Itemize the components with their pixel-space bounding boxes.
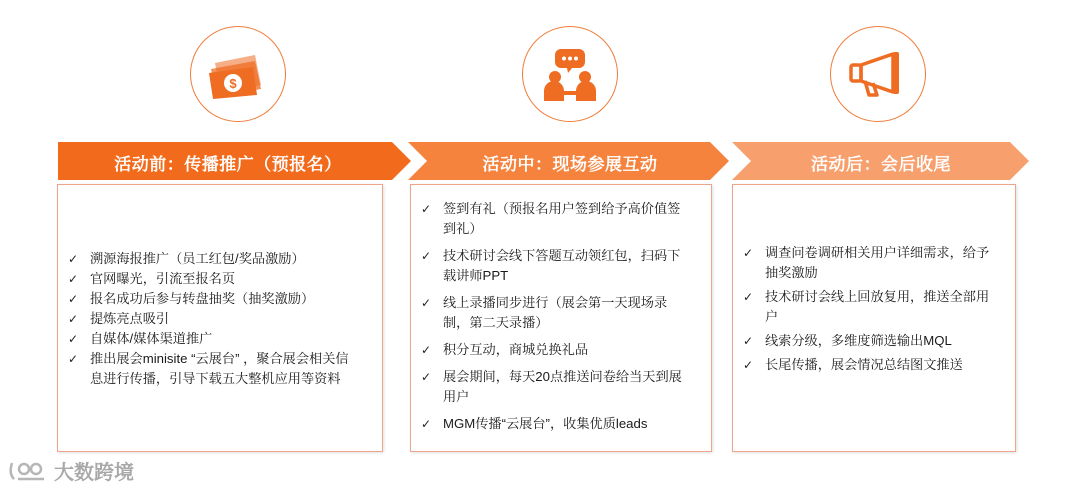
stage2-icon-circle	[522, 26, 618, 122]
check-icon: ✓	[421, 249, 432, 263]
list-item: ✓ 线索分级，多维度筛选输出MQL	[743, 331, 999, 351]
stage1-list	[58, 249, 382, 389]
money-icon	[207, 49, 269, 99]
check-icon: ✓	[743, 358, 754, 372]
check-icon: ✓	[68, 352, 79, 366]
list-item: ✓ 积分互动，商城兑换礼品	[421, 340, 691, 360]
list-item: ✓ 推出展会minisite “云展台” ，聚合展会相关信息进行传播，引导下载五大整机应用等资料	[68, 351, 349, 386]
list-item: ✓ 线上录播同步进行（展会第一天现场录制，第二天录播）	[421, 295, 668, 330]
check-icon: ✓	[421, 417, 432, 431]
check-icon: ✓	[421, 343, 432, 357]
check-icon: ✓	[743, 334, 754, 348]
list-item: ✓ 技术研讨会线下答题互动领红包，扫码下载讲师PPT	[421, 248, 681, 283]
check-icon: ✓	[68, 252, 79, 266]
check-icon: ✓	[68, 272, 79, 286]
list-item: ✓ MGM传播“云展台”，收集优质leads	[421, 414, 691, 434]
check-icon: ✓	[68, 292, 79, 306]
stage2-box	[410, 184, 712, 452]
check-icon: ✓	[743, 290, 754, 304]
list-item: ✓ 官网曝光，引流至报名页	[68, 269, 354, 289]
list-item: ✓ 报名成功后参与转盘抽奖（抽奖激励）	[68, 289, 354, 309]
stage1-icon-circle	[190, 26, 286, 122]
list-item: ✓ 调查问卷调研相关用户详细需求，给予抽奖激励	[743, 245, 990, 280]
list-item: ✓ 溯源海报推广（员工红包/奖品激励）	[68, 249, 354, 269]
stage1-box	[57, 184, 383, 452]
list-item: ✓ 长尾传播，展会情况总结图文推送	[743, 355, 999, 375]
check-icon: ✓	[743, 246, 754, 260]
stage3-icon-circle	[830, 26, 926, 122]
svg-text:$: $	[229, 76, 237, 91]
stage3-title-text: 活动后：会后收尾	[811, 154, 951, 174]
check-icon: ✓	[421, 202, 432, 216]
list-item: ✓ 展会期间，每天20点推送问卷给当天到展用户	[421, 369, 682, 404]
list-item: ✓ 自媒体/媒体渠道推广	[68, 329, 354, 349]
megaphone-icon	[849, 51, 907, 97]
stage2-title	[420, 142, 720, 180]
list-item: ✓ 签到有礼（预报名用户签到给予高价值签到礼）	[421, 201, 681, 236]
list-item: ✓ 提炼亮点吸引	[68, 309, 354, 329]
watermark-logo-icon	[8, 459, 48, 483]
watermark	[8, 456, 134, 485]
check-icon: ✓	[421, 296, 432, 310]
stage1-title	[58, 142, 398, 180]
stage2-title-text: 活动中：现场参展互动	[482, 154, 658, 174]
stage3-box	[732, 184, 1016, 452]
check-icon: ✓	[421, 370, 432, 384]
stage3-list	[733, 243, 1015, 379]
check-icon: ✓	[68, 312, 79, 326]
stage1-title-text: 活动前：传播推广（预报名）	[114, 154, 342, 174]
stage2-list	[411, 199, 711, 441]
stage3-title	[745, 142, 1017, 180]
check-icon: ✓	[68, 332, 79, 346]
list-item: ✓ 技术研讨会线上回放复用，推送全部用户	[743, 289, 990, 324]
watermark-text: 大数跨境	[54, 462, 134, 484]
people-chat-icon	[541, 47, 599, 101]
